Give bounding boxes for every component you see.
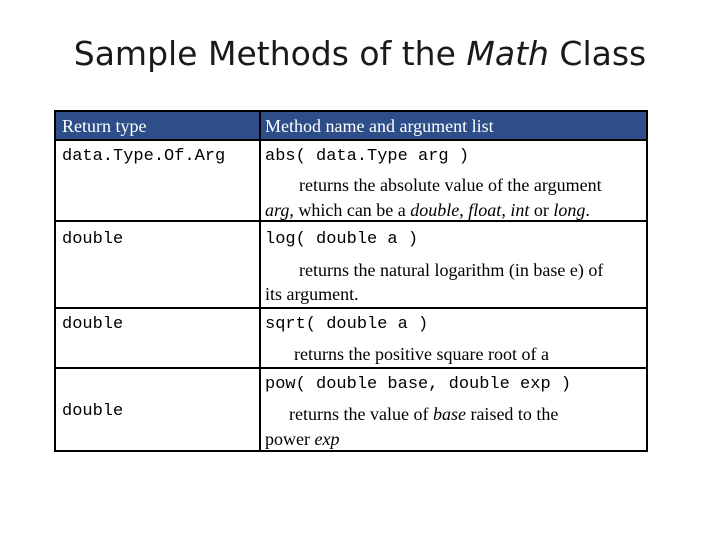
row-pow-signature: pow( double base, double exp ) [265, 375, 572, 394]
row-pow-description-line2 [265, 429, 339, 450]
row-sqrt-signature: sqrt( double a ) [265, 315, 429, 334]
title-emphasis: Math [466, 34, 549, 73]
title-suffix: Class [548, 34, 647, 73]
row-pow-exp-term: exp [314, 429, 340, 449]
row-abs-text: , which can be a [289, 200, 411, 220]
row-abs-signature: abs( data.Type arg ) [265, 147, 470, 166]
math-methods-table [54, 110, 648, 452]
row-abs-description-line2: arg, which can be a double, float, int or long. [265, 200, 590, 220]
column-divider [259, 112, 261, 450]
row-abs-type-long: long [553, 200, 586, 220]
row-log-return-type: double [62, 230, 124, 249]
row-abs-or: or [529, 200, 554, 220]
row-log-description-line1: returns the natural logarithm (in base e) of [299, 260, 604, 280]
row-log-description-line2: its argument. [265, 284, 359, 304]
row-abs-arg-term: arg [265, 200, 290, 220]
header-method: Method name and argument list [265, 116, 494, 136]
row-abs-type-float: float [468, 200, 502, 220]
row-log-signature: log( double a ) [265, 230, 419, 249]
row-sqrt-description: returns the positive square root of a [294, 344, 549, 364]
row-divider [56, 307, 646, 309]
row-pow-text: power [265, 429, 315, 449]
slide-title [0, 34, 720, 73]
row-sqrt-return-type: double [62, 315, 124, 334]
row-pow-text: raised to the [465, 404, 559, 424]
row-abs-description-line1: returns the absolute value of the argument [299, 175, 602, 195]
row-pow-description-line1 [289, 404, 558, 425]
row-abs-type-int: int [510, 200, 530, 220]
row-divider [56, 367, 646, 369]
header-return-type: Return type [62, 116, 147, 136]
row-pow-return-type: double [62, 402, 124, 421]
row-abs-type-double: double [410, 200, 460, 220]
row-pow-text: returns the value of [289, 404, 433, 424]
row-pow-base-term: base [432, 404, 466, 424]
row-abs-return-type: data.Type.Of.Arg [62, 147, 226, 166]
title-prefix: Sample Methods of the [73, 34, 467, 73]
